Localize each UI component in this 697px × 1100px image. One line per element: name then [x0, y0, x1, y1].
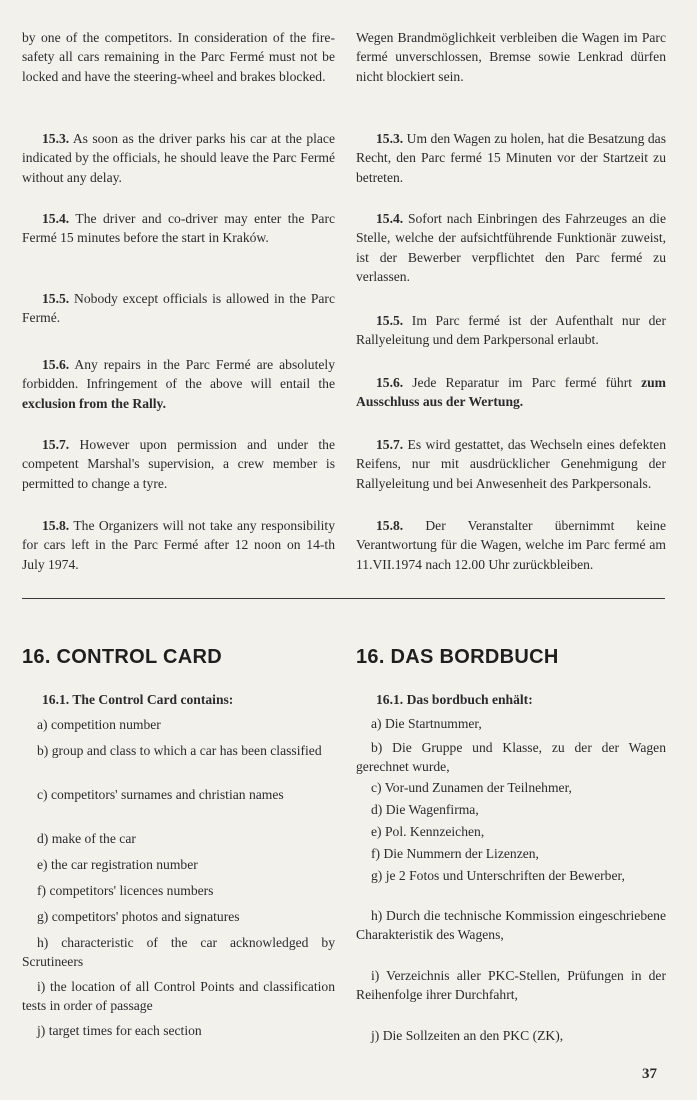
- paragraph-text: Wegen Brandmöglichkeit verbleiben die Wagen im Parc fermé unverschlossen, Bremse sowie Lenkrad dürfen nicht blockiert sein.: [356, 30, 666, 84]
- list-item: d) make of the car: [37, 831, 136, 846]
- paragraph-15-cont: [22, 28, 335, 86]
- list-item: f) competitors' licences numbers: [37, 883, 214, 898]
- list-item: c) Vor-und Zunamen der Teilnehmer,: [371, 780, 572, 795]
- paragraph-15-4: [22, 209, 335, 248]
- paragraph-15-6-de: [356, 373, 666, 412]
- paragraph-text: The driver and co-driver may enter the Parc Fermé 15 minutes before the start in Kraków.: [22, 211, 335, 246]
- paragraph-15-5-de: [356, 311, 666, 350]
- emphasis-text: zum Ausschluss aus der Wertung.: [356, 375, 666, 410]
- section-heading-control-card: 16. CONTROL CARD: [22, 646, 223, 668]
- paragraph-15-cont-de: [356, 28, 666, 86]
- list-item: b) Die Gruppe und Klasse, zu der der Wagen gerechnet wurde,: [356, 740, 666, 775]
- list-item: j) Die Sollzeiten an den PKC (ZK),: [371, 1028, 564, 1043]
- section-divider: [22, 598, 665, 599]
- paragraph-text: Any repairs in the Parc Fermé are absolutely forbidden. Infringement of the above will entail the: [22, 357, 335, 392]
- paragraph-15-8-de: [356, 516, 666, 574]
- section-number: 15.3.: [376, 131, 404, 146]
- section-number: 15.8.: [376, 518, 404, 533]
- page-number: 37: [642, 1066, 657, 1082]
- list-item: g) competitors' photos and signatures: [37, 909, 240, 924]
- paragraph-15-7-de: [356, 435, 666, 493]
- list-item: i) the location of all Control Points and classification tests in order of passage: [22, 979, 335, 1014]
- list-item: a) Die Startnummer,: [371, 716, 482, 731]
- list-item: c) competitors' surnames and christian names: [37, 787, 284, 802]
- paragraph-15-7: [22, 435, 335, 493]
- paragraph-text: Um den Wagen zu holen, hat die Besatzung das Recht, den Parc fermé 15 Minuten vor der Startzeit zu betreten.: [356, 131, 666, 185]
- paragraph-text: As soon as the driver parks his car at the place indicated by the officials, he should leave the Parc Fermé without any delay.: [22, 131, 335, 185]
- paragraph-text: Jede Reparatur im Parc fermé führt: [412, 375, 642, 390]
- paragraph-text: Sofort nach Einbringen des Fahrzeuges an die Stelle, welche der aufsichtführende Funktionär zuweist, ist der Bewerber verpflichtet den Parc fermé zu verlassen.: [356, 211, 666, 285]
- section-number: 15.5.: [376, 313, 404, 328]
- paragraph-text: by one of the competitors. In consideration of the fire-safety all cars remaining in the Parc Fermé must not be locked and have the steering-wheel and brakes blocked.: [22, 30, 335, 84]
- list-item: h) characteristic of the car acknowledged by Scrutineers: [22, 935, 335, 970]
- list-item: j) target times for each section: [37, 1023, 202, 1038]
- section-number: 15.6.: [376, 375, 404, 390]
- paragraph-15-3-de: [356, 129, 666, 187]
- section-number: 15.6.: [42, 357, 70, 372]
- list-item: h) Durch die technische Kommission eingeschriebene Charakteristik des Wagens,: [356, 908, 666, 943]
- list-intro: 16.1. The Control Card contains:: [42, 692, 234, 707]
- paragraph-15-6: [22, 355, 335, 413]
- paragraph-text: The Organizers will not take any responsibility for cars left in the Parc Fermé after 12 noon on 14-th July 1974.: [22, 518, 335, 572]
- emphasis-text: exclusion from the Rally.: [22, 395, 166, 411]
- section-number: 15.8.: [42, 518, 70, 533]
- paragraph-15-4-de: [356, 209, 666, 287]
- paragraph-text: However upon permission and under the competent Marshal's supervision, a crew member is permitted to change a tyre.: [22, 437, 335, 491]
- list-item: f) Die Nummern der Lizenzen,: [371, 846, 539, 861]
- list-item: i) Verzeichnis aller PKC-Stellen, Prüfungen in der Reihenfolge ihrer Durchfahrt,: [356, 968, 666, 1003]
- section-number: 15.4.: [376, 211, 404, 226]
- section-number: 15.5.: [42, 291, 70, 306]
- paragraph-15-8: [22, 516, 335, 574]
- section-heading-bordbuch: 16. DAS BORDBUCH: [356, 646, 559, 668]
- list-item: a) competition number: [37, 717, 161, 732]
- paragraph-text: Im Parc fermé ist der Aufenthalt nur der Rallyeleitung und dem Parkpersonal erlaubt.: [356, 313, 666, 348]
- list-item: e) Pol. Kennzeichen,: [371, 824, 485, 839]
- list-item: e) the car registration number: [37, 857, 198, 872]
- section-number: 15.3.: [42, 131, 70, 146]
- list-item: d) Die Wagenfirma,: [371, 802, 479, 817]
- paragraph-text: Es wird gestattet, das Wechseln eines defekten Reifens, nur mit ausdrücklicher Genehmigung der Rallyeleitung und bei Anwesenheit des Parkpersonals.: [356, 437, 666, 491]
- list-item: g) je 2 Fotos und Unterschriften der Bewerber,: [371, 868, 625, 883]
- paragraph-15-5: [22, 289, 335, 328]
- paragraph-15-3: [22, 129, 335, 187]
- section-number: 15.7.: [376, 437, 404, 452]
- paragraph-text: Der Veranstalter übernimmt keine Verantwortung für die Wagen, welche im Parc fermé am 11.VII.1974 nach 12.00 Uhr zurückbleiben.: [356, 518, 666, 572]
- section-number: 15.4.: [42, 211, 70, 226]
- section-number: 15.7.: [42, 437, 70, 452]
- list-intro: 16.1. Das bordbuch enhält:: [376, 692, 533, 707]
- paragraph-text: Nobody except officials is allowed in the Parc Fermé.: [22, 291, 335, 326]
- list-item: b) group and class to which a car has been classified: [37, 743, 322, 758]
